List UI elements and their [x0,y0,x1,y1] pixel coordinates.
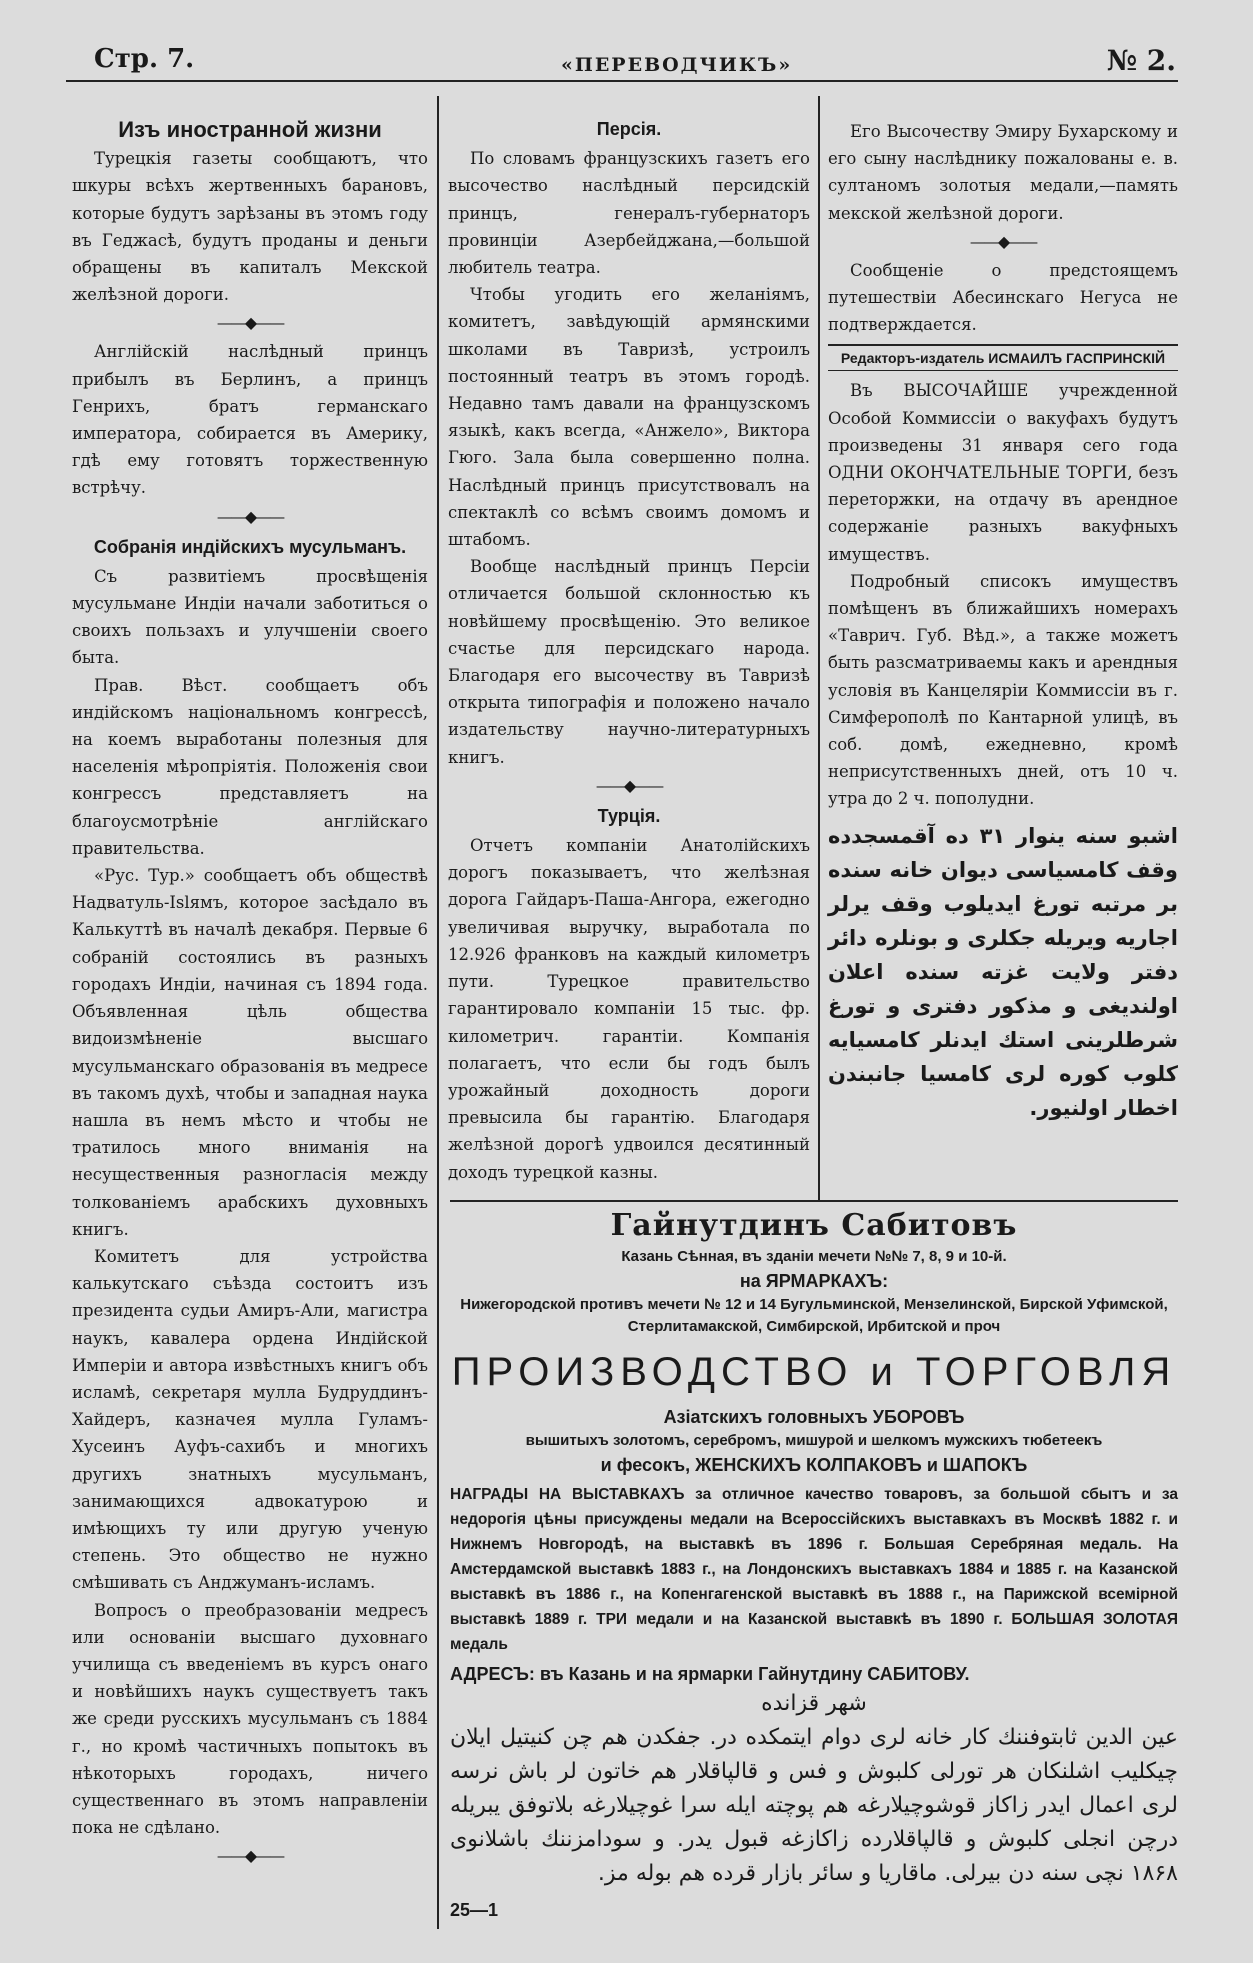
newspaper-title: «ПЕРЕВОДЧИКЪ» [561,54,793,76]
paragraph: Отчетъ компаніи Анатолійскихъ дорогъ показываетъ, что желѣзная дорога Гайдаръ-Паша-Ангора, ежегодно увеличивая выручку, выработала по 12.926 франковъ на каждый километръ пути. Турецкое правительство гарантировало компаніи 15 тыс. фр. километрич. гарантіи. Компанія полагаетъ, что если бы годъ былъ урожайный доходность дороги превысила бы гарантію. Благодаря желѣзной дорогѣ удвоился десятинный доходъ турецкой казны. [448,836,810,1182]
paragraph: Вообще наслѣдный принцъ Персіи отличается большой склонностью къ новѣйшему просвѣщенію. Это великое счастье для персидскаго народа. Благодаря его высочеству въ Тавризѣ открыта типографія и положено начало издательству научно-литературныхъ книгъ. [448,557,810,767]
header-rule [66,80,1178,82]
ad-awards: НАГРАДЫ НА ВЫСТАВКАХЪ за отличное качество товаровъ, за большой сбытъ и за недорогія цѣны присуждены медали на Всероссійскихъ выставкахъ въ Москвѣ 1882 г. и Нижнемъ Новгородѣ, на выставкѣ въ 1896 г. Большая Серебряная медаль. На Амстердамской выставкѣ 1883 г., на Лондонскихъ выставкахъ 1884 и 1885 г. на Казанской выставкѣ въ 1886 г., на Копенгагенской выставкѣ въ 1888 г., на Парижской всемірной выставкѣ 1889 г. ТРИ медали и на Казанской выставкѣ въ 1890 г. БОЛЬШАЯ ЗОЛОТАЯ медаль [450,1486,1178,1653]
ornament-divider: ——◆—— [969,231,1037,251]
editor-line: Редакторъ-издатель ИСМАИЛЪ ГАСПРИНСКІЙ [840,350,1166,367]
paragraph: Англійскій наслѣдный принцъ прибылъ въ Берлинъ, а принцъ Генрихъ, братъ германскаго императора, собирается въ Америку, гдѣ ему готовятъ торжественную встрѣчу. [72,342,428,498]
ad-arabic-heading: شهر قزانده [761,1691,867,1716]
ornament-divider: ——◆—— [216,506,284,526]
page-header [66,40,1176,80]
ad-fairs: на ЯРМАРКАХЪ: [739,1271,889,1291]
ornament-divider: ——◆—— [216,313,284,333]
right-column [828,118,1178,1125]
ad-address: Казань Сѣнная, въ зданіи мечети №№ 7, 8, 9 и 10-й. [621,1248,1007,1265]
paragraph: Съ развитіемъ просвѣщенія мусульмане Индіи начали заботиться о своихъ пользахъ и улучшеніи своего быта. [72,566,428,668]
column-divider [818,96,820,1200]
arabic-notice: اشبو سنه ينوار ۳۱ ده آقمسجدده وقف كامسياسى ديوان خانه سنده بر مرتبه تورغ ايديلوب وقف يرلر اجاريه ويريله جكلرى و بونلره دائر دفتر ولايت غزته سنده اعلان اولنديغى و مذكور دفترى و تورغ شرطلرينى استك ايدنلر كامسيايه كلوب كوره لرى كامسيا جانبندن اخطار اولنيور. [828,823,1178,1120]
issue-number: № 2. [1106,44,1176,77]
paragraph: Турецкія газеты сообщаютъ, что шкуры всѣхъ жертвенныхъ барановъ, которые будутъ зарѣзаны въ этомъ году въ Геджасѣ, будутъ проданы и деньги обращены въ капиталъ Мекской желѣзной дороги. [72,149,428,305]
section-heading: Турція. [597,805,661,826]
ad-address-2: АДРЕСЪ: въ Казань и на ярмарки Гайнутдину САБИТОВУ. [450,1664,970,1684]
ad-line: и фесокъ, ЖЕНСКИХЪ КОЛПАКОВЪ и ШАПОКЪ [600,1455,1028,1475]
ad-merchant-name: Гайнутдинъ Сабитовъ [610,1208,1018,1243]
paragraph: Подробный списокъ имуществъ помѣщенъ въ ближайшихъ номерахъ «Таврич. Губ. Вѣд.», а также можетъ быть разсматриваемы какъ и арендныя условія въ Канцеляріи Коммиссіи въ г. Симферополѣ по Кантарной улицѣ, въ соб. домѣ, ежедневно, кромѣ неприсутственныхъ дней, отъ 10 ч. утра до 2 ч. пополудни. [828,571,1178,809]
paragraph: Чтобы угодить его желаніямъ, комитетъ, завѣдующій армянскими школами въ Тавризѣ, устроилъ постоянный театръ въ этомъ городѣ. Недавно тамъ давали на французскомъ языкѣ, какъ всегда, «Анжело», Виктора Гюго. Зала была совершенно полна. Наслѣдный принцъ присутствовалъ на спектаклѣ со всѣмъ своимъ домомъ и штабомъ. [448,285,810,550]
paragraph: «Рус. Тур.» сообщаетъ объ обществѣ Надватуль-Islямъ, которое засѣдало въ Калькуттѣ въ началѣ декабря. Первые 6 собраній состоялись въ разныхъ городахъ Индіи, начиная съ 1894 года. Объявленная цѣль общества видоизмѣненіе высшаго мусульманскаго образованія въ медресе въ такомъ духѣ, чтобы и западная наука нашла въ немъ мѣсто и чтобы не тратилось много вниманія на несущественныя разногласія между толкованіемъ арабскихъ духовныхъ книгъ. [72,866,428,1239]
paragraph: Комитетъ для устройства калькутскаго съѣзда состоитъ изъ президента судьи Амиръ-Али, магистра наукъ, кавалера ордена Индійской Имперіи и автора извѣстныхъ книгъ объ исламѣ, секретаря мулла Будруддинъ-Хайдеръ, казначея мулла Гуламъ-Хусеинъ Ауфъ-сахибъ и многихъ другихъ знатныхъ мусульманъ, занимающихся адвокатурою и имѣющихъ ту или другую ученую степень. Это общество не нужно смѣшивать съ Анджуманъ-исламъ. [72,1246,428,1593]
ad-headline: ПРОИЗВОДСТВО и ТОРГОВЛЯ [451,1350,1177,1394]
section-heading: Персія. [596,119,662,139]
ad-code: 25—1 [450,1900,499,1920]
ad-arabic-text: عين الدين ثابتوفننك كار خانه لرى دوام ايتمكده در. جفكدن هم چن كنيتيل ايلان چيكليب اشلنكان هر تورلى كلبوش و فس و قالپاقلار هم خاتون لر باش نرسه لرى اعمال ايدر زاكاز قوشوچيلارغه هم پوچته ايله سرا غوچيلارغه بلاتوفق يبريله درچن انجلى كلبوش و قالپاقلارده زاكازغه قبول يدر. و سودامزننك باشلانوى ۱۸۶۸ نچى سنه دن بيرلى. ماقاريا و سائر بازار قرده هم بوله مز. [450,1725,1178,1886]
paragraph: Въ ВЫСОЧАЙШЕ учрежденной Особой Коммиссіи о вакуфахъ будутъ произведены 31 января сего года ОДНИ ОКОНЧАТЕЛЬНЫЕ ТОРГИ, безъ переторжки, на отдачу въ арендное содержаніе разныхъ вакуфныхъ имуществъ. [828,381,1178,564]
paragraph: Его Высочеству Эмиру Бухарскому и его сыну наслѣднику пожалованы е. в. султаномъ золотыя медали,—память мекской желѣзной дороги. [828,122,1178,223]
page-number: Стр. 7. [94,44,195,74]
section-heading: Изъ иностранной жизни [118,117,382,142]
paragraph: Сообщеніе о предстоящемъ путешествіи Абесинскаго Негуса не подтверждается. [828,260,1178,335]
advertisement [450,1206,1178,1923]
section-heading: Собранія индійскихъ мусульманъ. [93,536,407,557]
ornament-divider: ——◆—— [216,1846,284,1866]
ornament-divider: ——◆—— [595,775,663,795]
ad-line: Азіатскихъ головныхъ УБОРОВЪ [663,1407,965,1427]
ad-fairs-list: Нижегородской противъ мечети № 12 и 14 Бугульминской, Мензелинской, Бирской Уфимской, Стерлитамакской, Симбирской, Ирбитской и проч [460,1296,1168,1335]
left-column [72,112,428,1871]
ad-line: вышитыхъ золотомъ, серебромъ, мишурой и шелкомъ мужскихъ тюбетеекъ [525,1432,1103,1449]
ad-top-rule [450,1200,1178,1202]
column-divider [437,96,439,1929]
middle-column [448,114,810,1186]
paragraph: Вопросъ о преобразованіи медресъ или основаніи высшаго духовнаго училища съ введеніемъ въ курсъ онаго и новѣйшихъ наукъ существуетъ такъ же среди русскихъ мусульманъ съ 1884 г., но кромѣ частичныхъ попытокъ въ нѣкоторыхъ городахъ, ничего существеннаго въ этомъ направленіи пока не сдѣлано. [72,1600,428,1838]
paragraph: Прав. Вѣст. сообщаетъ объ индійскомъ національномъ конгрессѣ, на коемъ выработаны полезныя для населенія мѣропріятія. Положенія свои конгрессъ представляетъ на благоусмотрѣніе англійскаго правительства. [72,675,428,858]
paragraph: По словамъ французскихъ газетъ его высочество наслѣдный персидскій принцъ, генералъ-губернаторъ провинціи Азербейджана,—большой любитель театра. [448,149,810,278]
